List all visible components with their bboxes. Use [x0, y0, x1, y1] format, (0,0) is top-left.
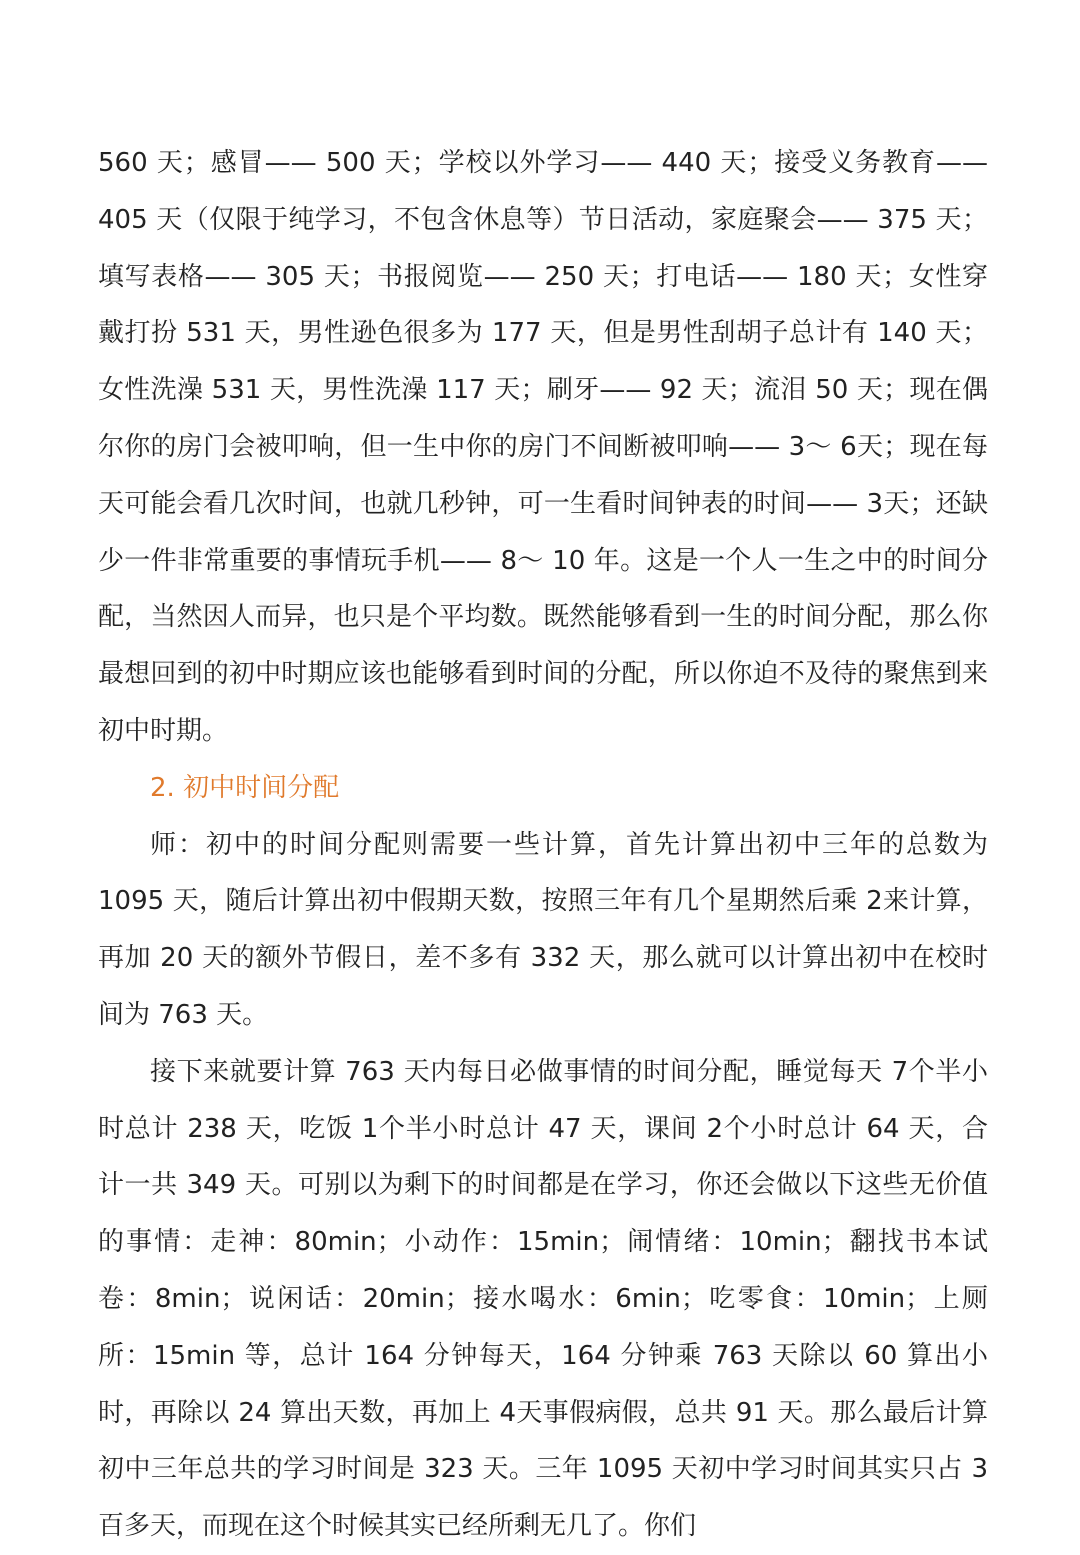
body-text: [98, 135, 988, 1555]
paragraph-daily-allocation: 接下来就要计算 763 天内每日必做事情的时间分配，睡觉每天 7个半小时总计 238 天，吃饭 1个半小时总计 47 天，课间 2个小时总计 64 天，合计一共 349 天。可别以为剩下的时间都是在学习，你还会做以下这些无价值的事情：走神：80min；小动作：15min；闹情绪：10min；翻找书本试卷：8min；说闲话：20min；接水喝水：6min；吃零食：10min；上厕所：15min 等，总计 164 分钟每天，164 分钟乘 763 天除以 60 算出小时，再除以 24 算出天数，再加上 4天事假病假，总共 91 天。那么最后计算初中三年总共的学习时间是 323 天。三年 1095 天初中学习时间其实只占 3百多天，而现在这个时候其实已经所剩无几了。你们: [98, 1056, 988, 1542]
paragraph-life-time-allocation: 560 天；感冒—— 500 天；学校以外学习—— 440 天；接受义务教育—— 405 天（仅限于纯学习，不包含休息等）节日活动，家庭聚会—— 375 天；填写表格—— 305 天；书报阅览—— 250 天；打电话—— 180 天；女性穿戴打扮 531 天，男性逊色很多为 177 天，但是男性刮胡子总计有 140 天；女性洗澡 531 天，男性洗澡 117 天；刷牙—— 92 天；流泪 50 天；现在偶尔你的房门会被叩响，但一生中你的房门不间断被叩响—— 3～ 6天；现在每天可能会看几次时间，也就几秒钟，可一生看时间钟表的时间—— 3天；还缺少一件非常重要的事情玩手机—— 8～ 10 年。这是一个人一生之中的时间分配，当然因人而异，也只是个平均数。既然能够看到一生的时间分配，那么你最想回到的初中时期应该也能够看到时间的分配，所以你迫不及待的聚焦到来初中时期。: [98, 148, 988, 746]
paragraph-teacher-calculation: 师：初中的时间分配则需要一些计算，首先计算出初中三年的总数为 1095 天，随后计算出初中假期天数，按照三年有几个星期然后乘 2来计算，再加 20 天的额外节假日，差不多有 332 天，那么就可以计算出初中在校时间为 763 天。: [98, 829, 988, 1030]
section-heading: 2. 初中时间分配: [150, 772, 340, 803]
